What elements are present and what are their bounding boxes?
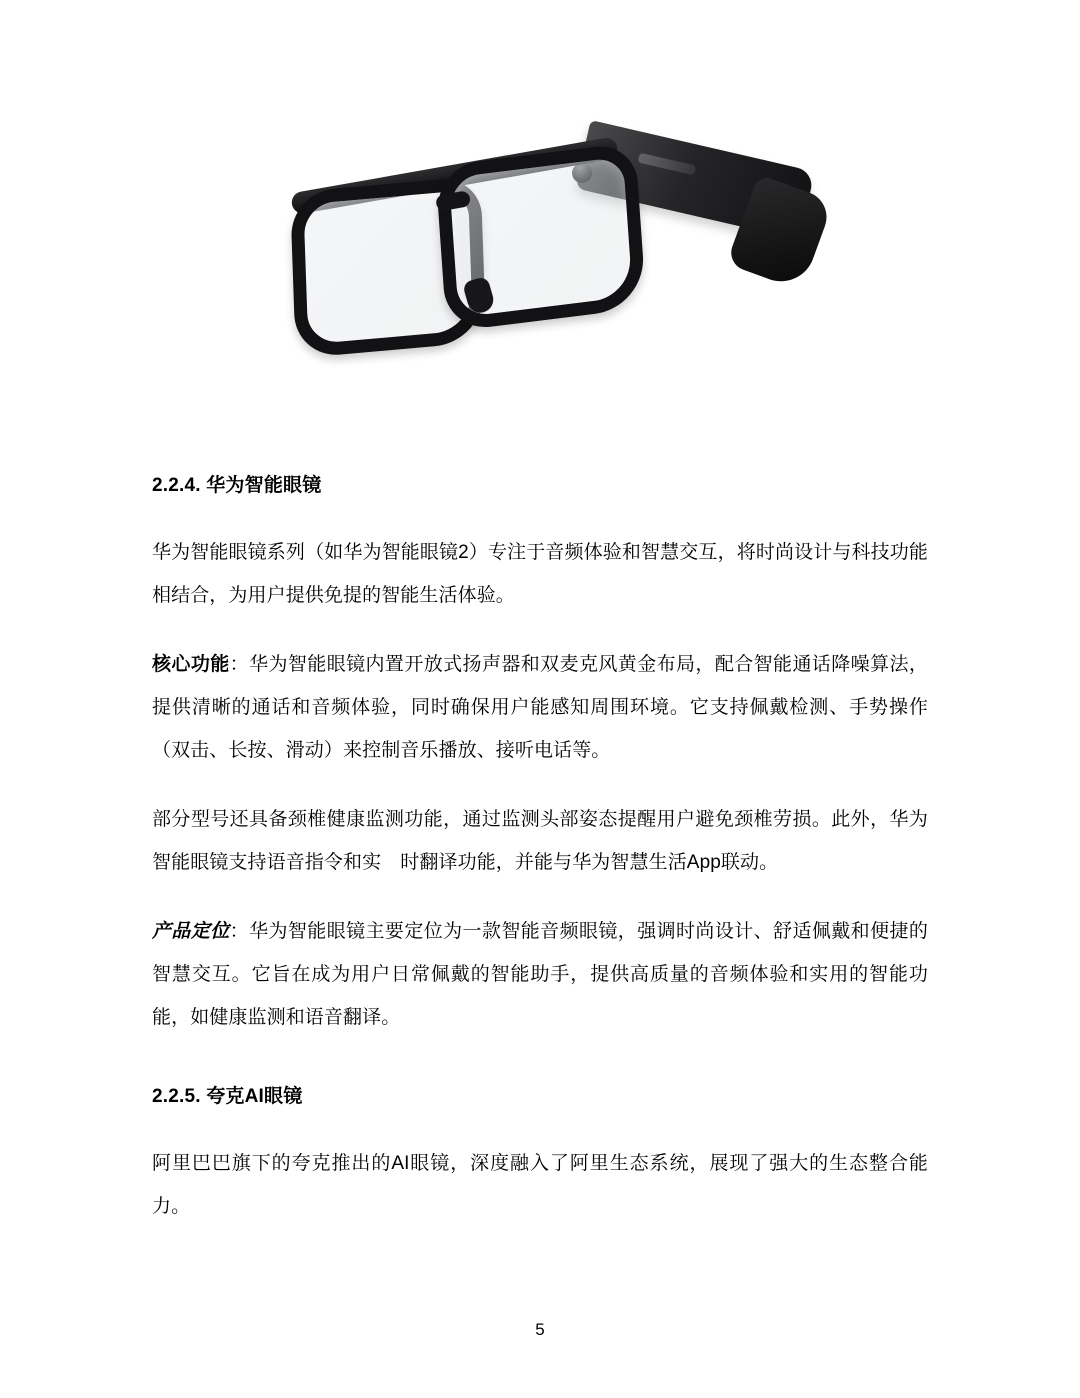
paragraph-lead-separator-2: ：: [229, 921, 250, 942]
paragraph-224-4-text: 华为智能眼镜主要定位为一款智能音频眼镜，强调时尚设计、舒适佩戴和便捷的智慧交互。它旨在成为用户日常佩戴的智能助手，提供高质量的音频体验和实用的智能功能，如健康监测和语音翻译。: [152, 921, 928, 1028]
section-heading-225: 2.2.5. 夸克AI眼镜: [152, 1086, 303, 1107]
paragraph-224-2: [152, 643, 928, 772]
paragraph-lead-separator-1: ：: [229, 654, 250, 675]
section-heading-224: 2.2.4. 华为智能眼镜: [152, 475, 322, 496]
glasses-front-frame: [283, 146, 627, 330]
paragraph-224-3: 部分型号还具备颈椎健康监测功能，通过监测头部姿态提醒用户避免颈椎劳损。此外，华为智能眼镜支持语音指令和实 时翻译功能，并能与华为智慧生活App联动。: [152, 809, 928, 873]
paragraph-lead-core-features: 核心功能: [152, 654, 230, 675]
paragraph-lead-product-positioning: 产品定位: [152, 921, 230, 942]
product-figure: [152, 0, 928, 470]
smart-glasses-icon: [280, 135, 800, 345]
paragraph-224-2-text: 华为智能眼镜内置开放式扬声器和双麦克风黄金布局，配合智能通话降噪算法，提供清晰的通话和音频体验，同时确保用户能感知周围环境。它支持佩戴检测、手势操作（双击、长按、滑动）来控制音乐播放、接听电话等。: [152, 654, 928, 761]
page-number: 5: [535, 1320, 545, 1339]
paragraph-224-1: 华为智能眼镜系列（如华为智能眼镜2）专注于音频体验和智慧交互，将时尚设计与科技功能相结合，为用户提供免提的智能生活体验。: [152, 542, 928, 606]
section-spacer: [152, 1065, 928, 1081]
paragraph-224-4: [152, 910, 928, 1039]
paragraph-225-1: 阿里巴巴旗下的夸克推出的AI眼镜，深度融入了阿里生态系统，展现了强大的生态整合能力。: [152, 1153, 928, 1217]
